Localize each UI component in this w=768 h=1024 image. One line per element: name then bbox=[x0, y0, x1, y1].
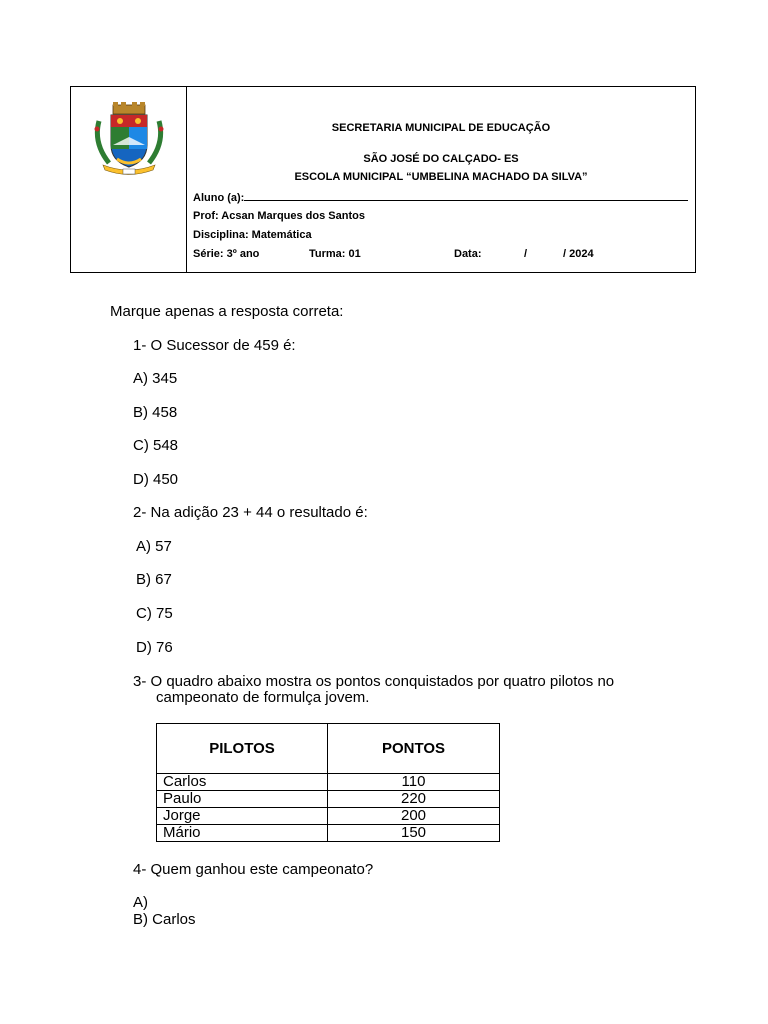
question-4: 4- Quem ganhou este campeonato? bbox=[133, 861, 374, 878]
city-title: SÃO JOSÉ DO CALÇADO- ES bbox=[363, 153, 519, 165]
pilot-points: 220 bbox=[328, 791, 500, 808]
date-year: / 2024 bbox=[563, 248, 594, 260]
table-row bbox=[157, 825, 500, 842]
header-info bbox=[187, 87, 695, 272]
pilot-name: Paulo bbox=[157, 791, 328, 808]
school-title: ESCOLA MUNICIPAL “UMBELINA MACHADO DA SILVA” bbox=[294, 171, 588, 183]
class-number: Turma: 01 bbox=[309, 248, 361, 260]
pilot-points: 110 bbox=[328, 774, 500, 791]
q2-option-c[interactable]: C) 75 bbox=[136, 605, 173, 622]
q2-option-b[interactable]: B) 67 bbox=[136, 571, 172, 588]
header-pontos: PONTOS bbox=[328, 724, 500, 774]
secretaria-title: SECRETARIA MUNICIPAL DE EDUCAÇÃO bbox=[331, 122, 551, 134]
q1-option-a[interactable]: A) 345 bbox=[133, 370, 178, 387]
question-2: 2- Na adição 23 + 44 o resultado é: bbox=[133, 504, 368, 521]
q2-option-a[interactable]: A) 57 bbox=[136, 538, 172, 555]
table-row bbox=[157, 791, 500, 808]
question-3-line-2: campeonato de formulça jovem. bbox=[156, 689, 370, 706]
pilot-name: Carlos bbox=[157, 774, 328, 791]
points-table bbox=[156, 723, 500, 842]
q1-option-d[interactable]: D) 450 bbox=[133, 471, 179, 488]
q4-option-b[interactable]: B) Carlos bbox=[133, 911, 196, 928]
question-1: 1- O Sucessor de 459 é: bbox=[133, 337, 296, 354]
student-name-blank[interactable] bbox=[244, 191, 688, 201]
student-label: Aluno (a): bbox=[193, 192, 245, 204]
subject: Disciplina: Matemática bbox=[193, 229, 312, 241]
pilot-name: Mário bbox=[157, 825, 328, 842]
pilot-points: 150 bbox=[328, 825, 500, 842]
student-name-line bbox=[193, 191, 688, 204]
header-box bbox=[70, 86, 696, 273]
date-label: Data: bbox=[454, 248, 482, 260]
q4-option-a[interactable]: A) bbox=[133, 894, 148, 911]
municipal-coat-of-arms bbox=[91, 101, 167, 177]
q2-option-d[interactable]: D) 76 bbox=[136, 639, 173, 656]
teacher-name: Prof: Acsan Marques dos Santos bbox=[193, 210, 365, 222]
question-3-line-1: 3- O quadro abaixo mostra os pontos conquistados por quatro pilotos no bbox=[133, 673, 615, 690]
q1-option-b[interactable]: B) 458 bbox=[133, 404, 178, 421]
header-pilotos: PILOTOS bbox=[157, 724, 328, 774]
q1-option-c[interactable]: C) 548 bbox=[133, 437, 179, 454]
logo-cell bbox=[71, 87, 187, 272]
pilot-points: 200 bbox=[328, 808, 500, 825]
table-header-row bbox=[157, 724, 500, 774]
table-row bbox=[157, 774, 500, 791]
grade: Série: 3º ano bbox=[193, 248, 260, 260]
pilot-name: Jorge bbox=[157, 808, 328, 825]
date-separator-1: / bbox=[524, 248, 528, 260]
table-row bbox=[157, 808, 500, 825]
instruction: Marque apenas a resposta correta: bbox=[110, 303, 344, 320]
